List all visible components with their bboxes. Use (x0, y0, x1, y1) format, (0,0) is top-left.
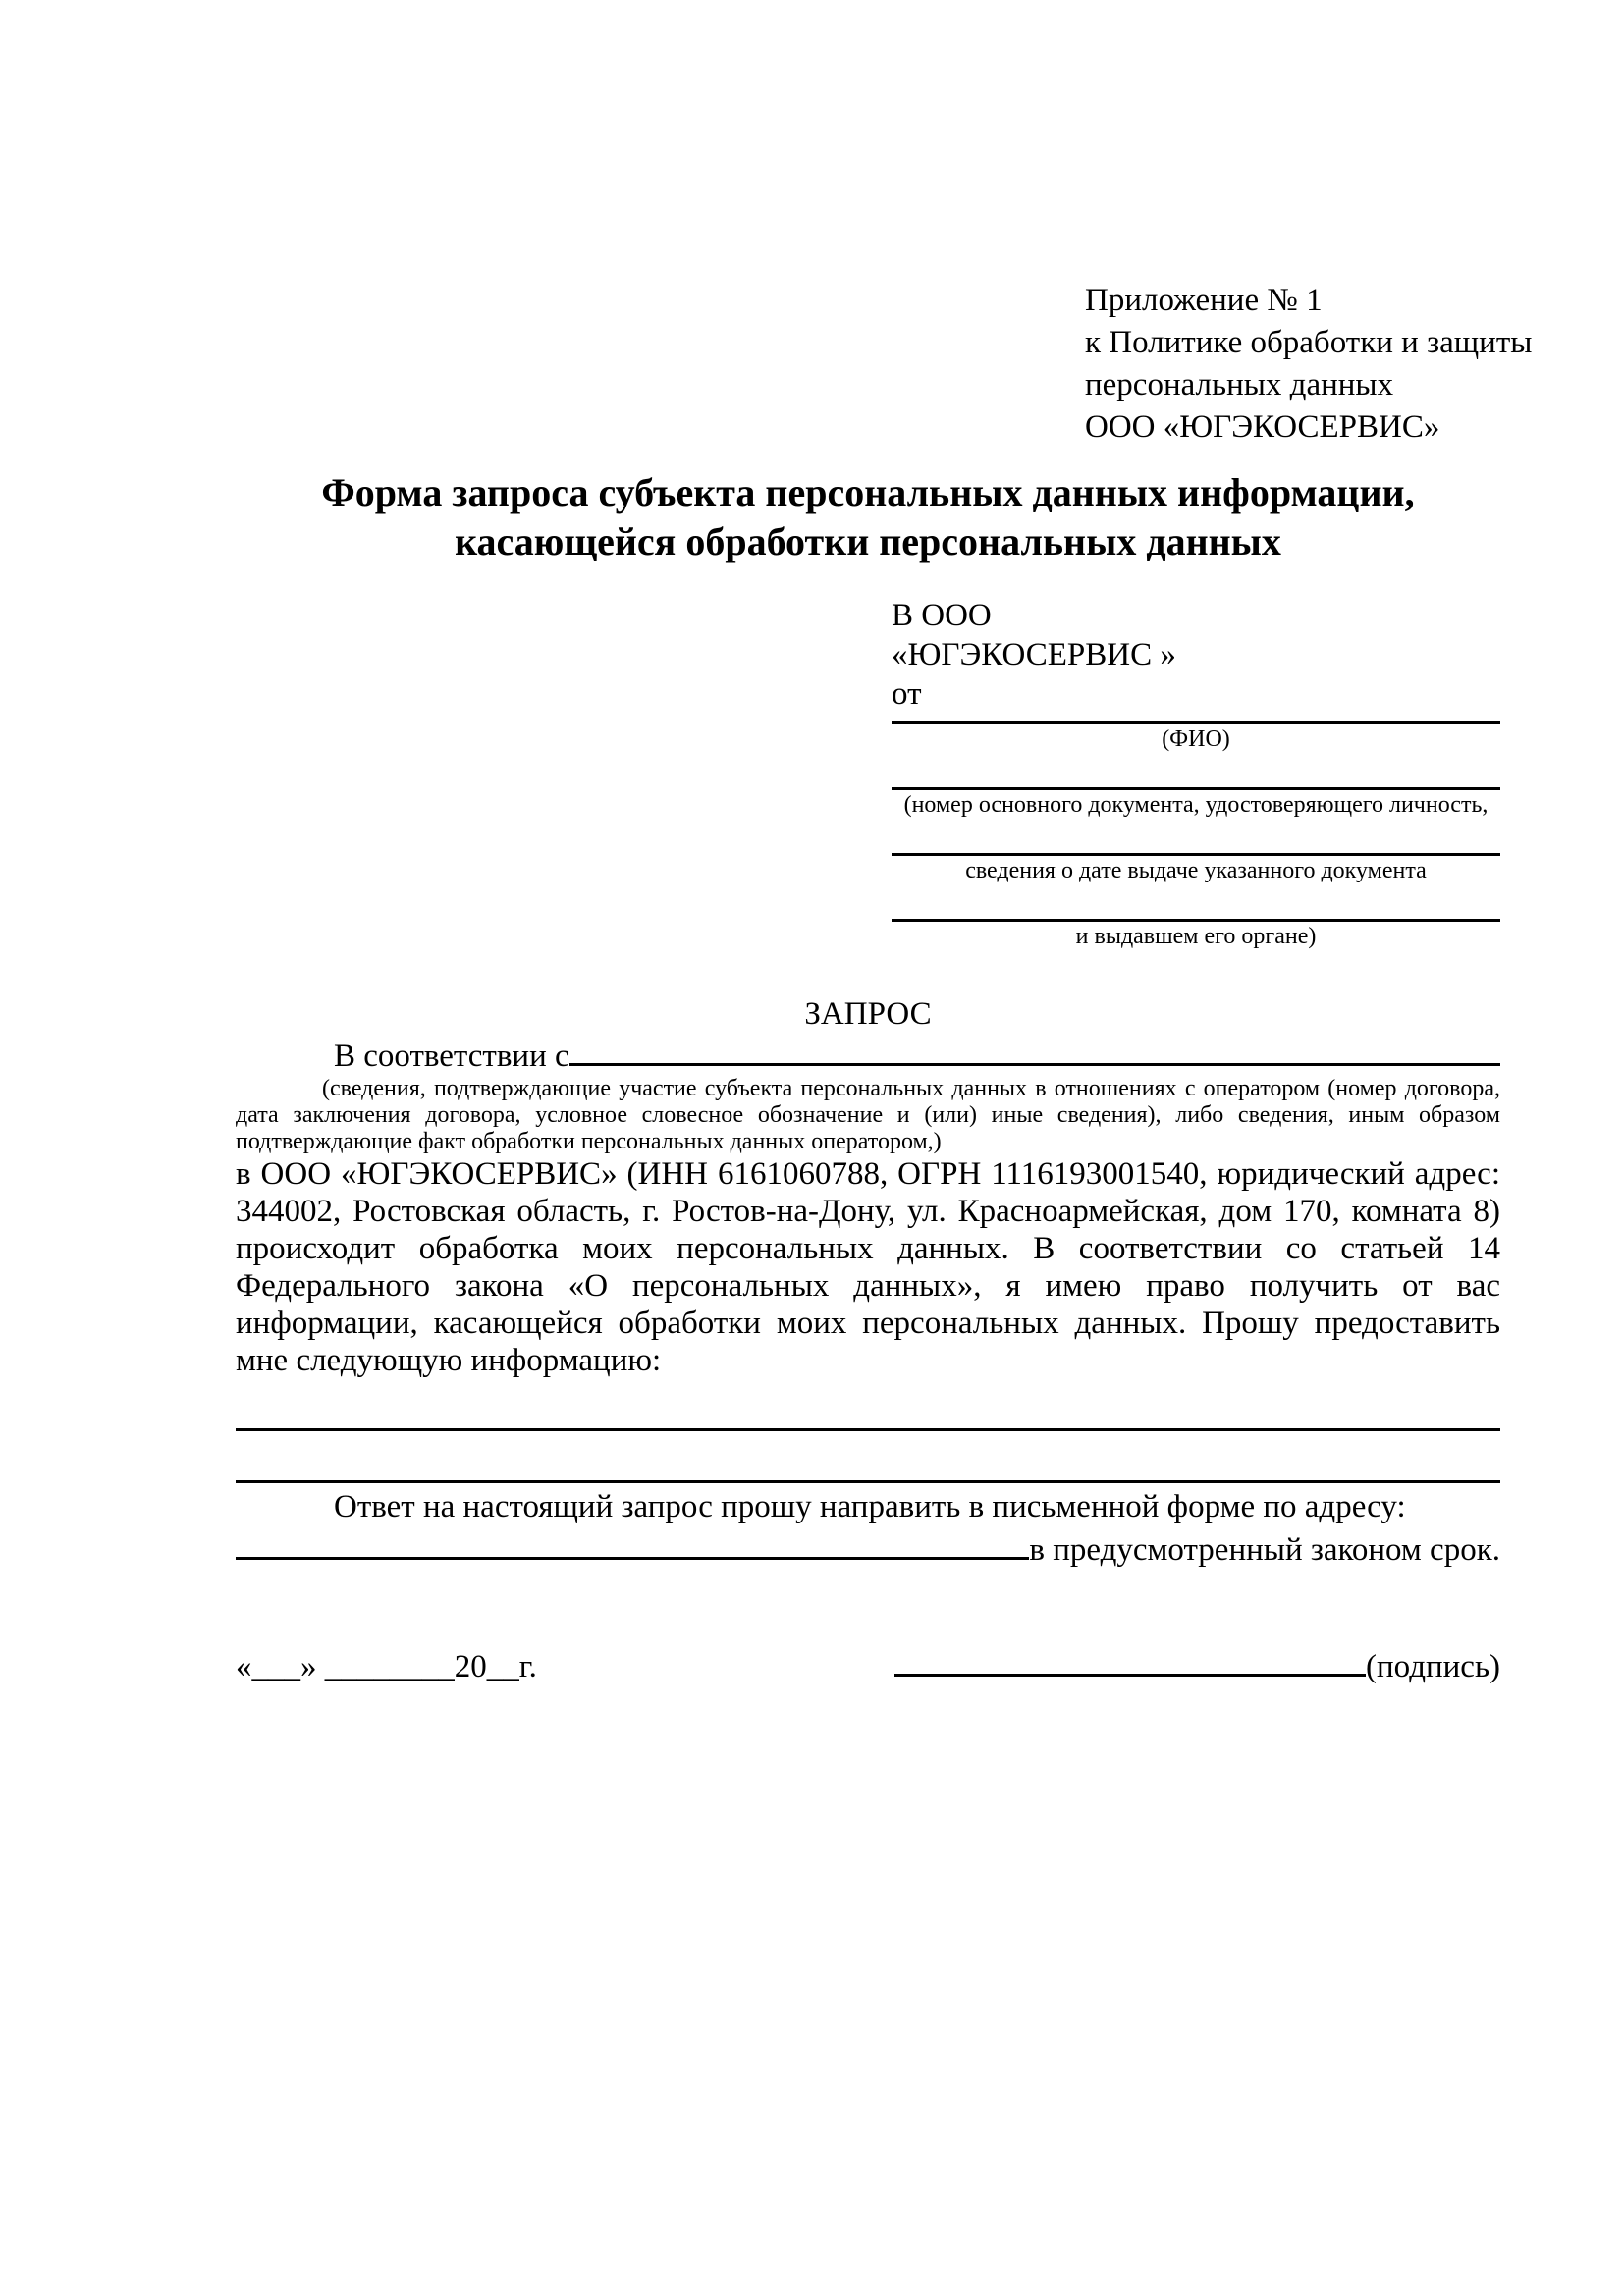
fio-fill-line (892, 714, 1500, 724)
signature-row (236, 1644, 1500, 1687)
reply-suffix: в предусмотренный законом срок. (1029, 1532, 1500, 1568)
accordance-row (236, 1034, 1500, 1076)
appendix-line: персональных данных (1085, 367, 1394, 402)
title-line-1: Форма запроса субъекта персональных данных информации, (321, 470, 1415, 514)
accordance-lead: В соответствии с (334, 1039, 569, 1074)
addressee-line-3: от (892, 676, 922, 712)
reply-address-row (236, 1527, 1500, 1571)
signature-fill-line (894, 1644, 1366, 1677)
fio-caption: (ФИО) (1162, 726, 1230, 752)
addressee-line-1: В ООО (892, 598, 992, 633)
request-heading: ЗАПРОС (804, 996, 932, 1032)
body-paragraph: в ООО «ЮГЭКОСЕРВИС» (ИНН 6161060788, ОГРН 1116193001540, юридический адрес: 344002, Ростовская область, г. Ростов-на-Дону, ул. Красноармейская, дом 170, комната 8) происходит обработка моих персональных данных. В соответствии со статьей 14 Федерального закона «О персональных данных», я имею право получить от вас информации, касающейся обработки моих персональных данных. Прошу предоставить мне следующую информацию: (236, 1156, 1500, 1378)
signature-caption: (подпись) (1366, 1649, 1500, 1684)
information-fill-line-1 (236, 1379, 1500, 1431)
addressee-block (892, 596, 1500, 951)
document-title (236, 468, 1500, 566)
signature-area (894, 1644, 1500, 1687)
appendix-line: к Политике обработки и защиты (1085, 325, 1533, 360)
document-number-caption: (номер основного документа, удостоверяющего личность, (903, 792, 1489, 818)
issue-date-caption: сведения о дате выдаче указанного документа (965, 858, 1427, 883)
date-blank: «___» ________20__г. (236, 1649, 537, 1684)
appendix-line: Приложение № 1 (1085, 283, 1323, 318)
issuing-authority-caption: и выдавшем его органе) (1075, 924, 1317, 949)
addressee-line-2: «ЮГЭКОСЕРВИС » (892, 637, 1176, 672)
appendix-line: ООО «ЮГЭКОСЕРВИС» (1085, 409, 1440, 445)
issue-date-fill-line (892, 845, 1500, 856)
information-fill-line-2 (236, 1431, 1500, 1483)
issuing-authority-fill-line (892, 911, 1500, 922)
document-number-fill-line (892, 779, 1500, 790)
title-line-2: касающейся обработки персональных данных (455, 519, 1281, 563)
accordance-caption: (сведения, подтверждающие участие субъекта персональных данных в отношениях с оператором (номер договора, дата заключения договора, условное словесное обозначение и (или) иные сведения), либо сведения, иным образом подтверждающие факт обработки персональных данных оператором,) (236, 1076, 1500, 1154)
reply-paragraph: Ответ на настоящий запрос прошу направить в письменной форме по адресу: (334, 1489, 1406, 1524)
accordance-fill-line (569, 1034, 1500, 1066)
address-fill-line (236, 1527, 1029, 1560)
appendix-block (1085, 280, 1533, 449)
